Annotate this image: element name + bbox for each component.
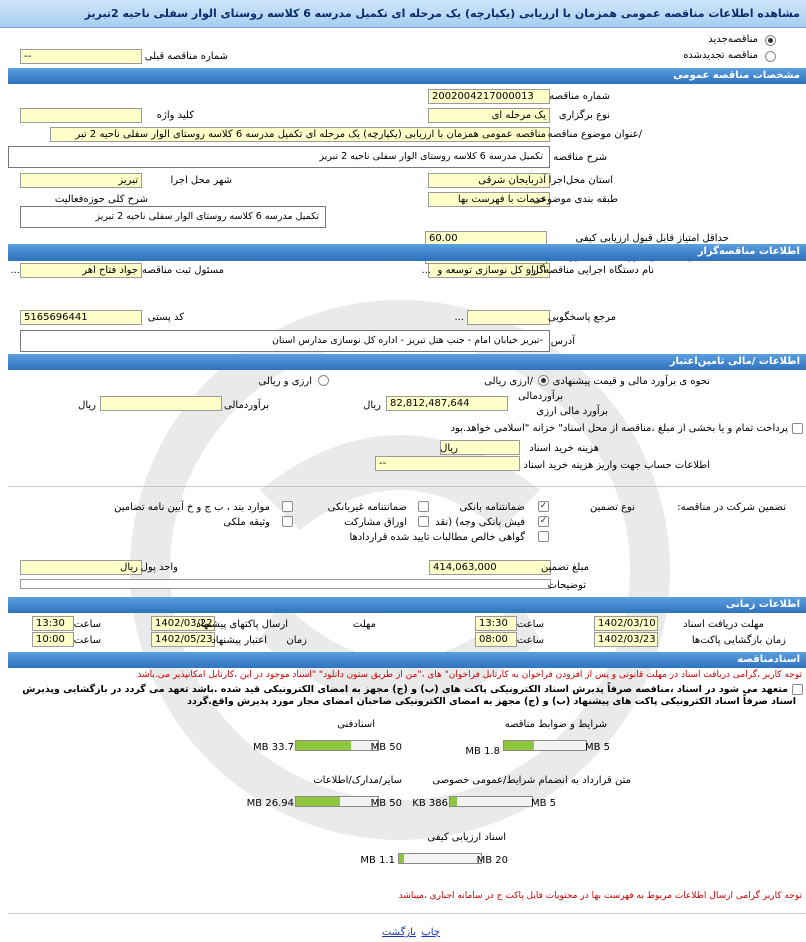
file-bar-fill [296, 797, 340, 806]
file-max-other: 50 MB [370, 798, 402, 809]
tender-number-field[interactable]: 2002004217000013 [428, 89, 550, 104]
scope-field[interactable]: تکمیل مدرسه 6 کلاسه روستای الوار سفلی ناحیه 2 تبریز [20, 206, 326, 228]
fx-estimate-currency: ریال [78, 400, 96, 411]
responsible-more[interactable]: ... [10, 265, 20, 276]
receive-time-label: ساعت [516, 619, 544, 630]
send-deadline-label: ارسال پاکتهای پیشنهاد [196, 619, 288, 630]
address-label: آدرس [550, 336, 575, 347]
file-bar-contract [449, 796, 533, 807]
previous-tender-field[interactable]: -- [20, 49, 142, 64]
file-size-contract: 386 KB [412, 798, 448, 809]
reference-field[interactable] [467, 310, 550, 325]
file-bar-tech [295, 740, 379, 751]
currency-unit-label: واحد پول [140, 562, 178, 573]
file-max-quality: 20 MB [476, 855, 508, 866]
responsible-label: مسئول ثبت مناقصه [142, 265, 224, 276]
estimate-fx-label: برآورد مالی ارزی [536, 406, 608, 417]
guarantee-label: تضمین شرکت در مناقصه: [677, 502, 786, 513]
treasury-text: پرداخت تمام و یا بخشی از مبلغ ،مناقصه از محل اسناد" خزانه "اسلامی خواهد.بود [450, 423, 788, 434]
file-size-tech: 33.7 MB [253, 742, 294, 753]
estimate-currency: ریال [363, 400, 381, 411]
send-time-field[interactable]: 13:30 [32, 616, 74, 631]
category-field[interactable]: خدمات با فهرست بها [428, 192, 550, 207]
file-size-other: 26.94 MB [246, 798, 294, 809]
bank-receipt-label: فیش بانکی وجه) (نقد [435, 517, 525, 528]
deadline-label: مهلت [352, 619, 376, 630]
file-bar-other [295, 796, 379, 807]
province-field[interactable]: آذربایجان شرقی [428, 173, 550, 188]
guarantee-amount-field[interactable]: 414,063,000 [429, 560, 551, 575]
file-max-contract: 5 MB [530, 798, 556, 809]
category-label: طبقه بندی موضوعی [532, 194, 618, 205]
notice-red: توجه کاربر ،گرامی دریافت اسناد در مهلت قانونی و پس از افزودن فراخوان به کارتابل فراخوان" های ،"من از طریق ستون دانلود" "اسناد موجود در این ،کارتابل امکانپذیر می.باشد [137, 670, 802, 680]
radio-rial-label: /ارزی ریالی [484, 376, 533, 387]
radio-renewed-label: مناقصه تجدیدشده [683, 50, 758, 61]
responsible-field[interactable]: جواد فتاح اهر [20, 263, 142, 278]
file-max-tech: 50 MB [370, 742, 402, 753]
min-quality-score-field[interactable]: 60.00 [425, 231, 547, 246]
section-organizer: اطلاعات مناقصه‌گزار [697, 246, 800, 257]
bank-guarantee-checkbox[interactable]: ✓ [539, 501, 548, 511]
pledge-line-1: متعهد می شود در اسناد ،مناقصه صرفاً پذیرش اسناد الکترونیکی پاکت های (ب) و (ج) مجهز به امضای الکترونیکی قید شده .باشد تعهد می گردد در بازگشایی وپذیرش [22, 684, 788, 695]
bonds-checkbox[interactable] [418, 516, 429, 527]
holding-type-label: نوع برگزاری [558, 110, 610, 121]
postal-code-label: کد پستی [147, 312, 184, 323]
bank-receipt-checkbox[interactable]: ✓ [539, 516, 548, 526]
subject-label: /عنوان موضوع مناقصه [547, 129, 642, 140]
pledge-line-2: اسناد صرفاً اسناد الکترونیکی پاکت های پیشنهاد (ب) و (ج) مجهز به امضای الکترونیکی صاحبان امضای مجاز مورد پذیرش واقع.گردد [187, 696, 796, 707]
file-name-terms: شرایط و ضوابط مناقصه [504, 719, 607, 730]
account-info-label: اطلاعات حساب جهت واریز هزینه خرید اسناد [523, 460, 710, 471]
opening-time-label: ساعت [516, 635, 544, 646]
validity-date-field[interactable]: 1402/05/23 [151, 632, 215, 647]
section-timing: اطلاعات زمانی [725, 599, 800, 610]
section-financial: اطلاعات /مالی تامین‌اعتبار [669, 356, 800, 367]
previous-tender-label: شماره مناقصه قبلی [144, 51, 228, 62]
section-docs: اسنادمناقصه [737, 654, 800, 665]
radio-fx-rial[interactable] [318, 375, 329, 386]
bonds-label: اوراق مشارکت [344, 517, 407, 528]
radio-renewed-tender[interactable] [765, 51, 776, 62]
claims-label: گواهی خالص مطالبات تایید شده قراردادها [349, 532, 525, 543]
back-link[interactable]: بازگشت [381, 927, 416, 938]
city-label: شهر محل اجرا [170, 175, 232, 186]
account-info-field[interactable]: -- [375, 456, 520, 471]
title-bar [0, 0, 806, 28]
nonbank-guarantee-checkbox[interactable] [418, 501, 429, 512]
estimate-value-field[interactable]: 82,812,487,644 [386, 396, 508, 411]
file-bar-quality [398, 853, 482, 864]
estimate-method-label: نحوه ی برآورد مالی و قیمت پیشنهادی [552, 376, 710, 387]
radio-rial[interactable] [538, 375, 549, 386]
pledge-checkbox[interactable] [792, 684, 803, 695]
nonbank-guarantee-label: ضمانتنامه غیربانکی [327, 502, 407, 513]
file-name-quality: اسناد ارزیابی کیفی [427, 832, 506, 843]
file-max-terms: 5 MB [584, 742, 610, 753]
organization-label: نام دستگاه اجرایی مناقصه‌گزار [526, 265, 654, 276]
file-bar-fill [450, 797, 457, 806]
doc-fee-label: هزینه خرید اسناد [529, 443, 599, 454]
notes-field[interactable] [20, 579, 551, 589]
reference-label: مرجع پاسخگویی [547, 312, 616, 323]
treasury-checkbox[interactable] [792, 423, 803, 434]
description-field[interactable]: تکمیل مدرسه 6 کلاسه روستای الوار سفلی ناحیه 2 تبریز [8, 146, 550, 168]
notes-label: توضیحات [547, 580, 586, 591]
city-field[interactable]: تبریز [20, 173, 142, 188]
file-bar-fill [296, 741, 351, 750]
organization-more[interactable]: ... [421, 265, 431, 276]
subject-field[interactable]: مناقصه عمومی همزمان با ارزیابی (یکپارچه) یک مرحله ای تکمیل مدرسه 6 کلاسه روستای الوار سفلی ناحیه 2 تبر [50, 127, 550, 142]
validity-time-field[interactable]: 10:00 [32, 632, 74, 647]
file-size-terms: 1.8 MB [465, 746, 500, 757]
print-link[interactable]: چاپ [421, 927, 440, 938]
bank-guarantee-label: ضمانتنامه بانکی [459, 502, 525, 513]
tender-number-label: شماره مناقصه [549, 91, 610, 102]
regulations-label: موارد بند ، ب ج و خ آیین نامه تضامین [114, 502, 270, 513]
receive-deadline-label: مهلت دریافت اسناد [683, 619, 764, 630]
organization-field[interactable]: اداره کل نوسازی توسعه و [428, 263, 550, 278]
file-name-tech: اسنادفنی [337, 719, 375, 730]
validity-label: اعتبار پیشنهاد [211, 635, 267, 646]
file-size-quality: 1.1 MB [360, 855, 395, 866]
opening-date-field[interactable]: 1402/03/23 [594, 632, 658, 647]
send-time-label: ساعت [73, 619, 101, 630]
description-label: شرح مناقصه [553, 152, 607, 163]
file-bar-terms [503, 740, 587, 751]
opening-time-label-main: زمان بازگشایی پاکت‌ها [691, 635, 786, 646]
radio-fx-rial-label: ارزی و ریالی [258, 376, 312, 387]
opening-time-field[interactable]: 08:00 [475, 632, 517, 647]
postal-code-field[interactable]: 5165696441 [20, 310, 142, 325]
keyword-field[interactable] [20, 108, 142, 123]
holding-type-field[interactable]: یک مرحله ای [428, 108, 550, 123]
claims-checkbox[interactable] [538, 531, 549, 542]
radio-new-label: مناقصه‌جدید [708, 34, 758, 45]
regulations-checkbox[interactable] [282, 501, 293, 512]
doc-fee-currency: ریال [440, 443, 458, 454]
min-quality-score-label: حداقل امتیاز قابل قبول ارزیابی کیفی [575, 233, 729, 244]
currency-unit-field[interactable]: ریال [20, 560, 142, 575]
scope-label: شرح کلی حوزه‌فعالیت [54, 194, 148, 205]
send-date-field[interactable]: 1402/03/22 [151, 616, 215, 631]
validity-time-label: ساعت [73, 635, 101, 646]
reference-more[interactable]: ... [454, 312, 464, 323]
fx-estimate-field[interactable] [100, 396, 222, 411]
guarantee-amount-label: مبلغ تضمین [540, 562, 589, 573]
fx-estimate-label: برآوردمالی [224, 400, 269, 411]
radio-new-tender[interactable] [765, 35, 776, 46]
receive-time-field[interactable]: 13:30 [475, 616, 517, 631]
estimate-rial-label: برآوردمالی [518, 391, 563, 402]
file-name-contract: متن قرارداد به انضمام شرایط/عمومی خصوصی [432, 775, 631, 786]
file-bar-fill [504, 741, 534, 750]
property-label: وثیقه ملکی [223, 517, 270, 528]
address-field[interactable]: -تبریز خیابان امام - جنب هتل تبریز - اداره کل نوسازی مدارس استان [20, 330, 550, 352]
keyword-label: کلید واژه [156, 110, 194, 121]
guarantee-type-label: نوع تضمین [590, 502, 635, 513]
page-title: مشاهده اطلاعات مناقصه عمومی همزمان با ارزیابی (یکپارچه) یک مرحله ای تکمیل مدرسه 6 کلاسه روستای الوار سفلی ناحیه 2تبریز [84, 7, 800, 20]
section-general: مشخصات مناقصه عمومی [8, 68, 806, 84]
file-bar-fill [399, 854, 404, 863]
receive-date-field[interactable]: 1402/03/10 [594, 616, 658, 631]
file-name-other: سایر/مدارک/اطلاعات [313, 775, 402, 786]
property-checkbox[interactable] [282, 516, 293, 527]
province-label: استان محل‌اجرا [548, 175, 613, 186]
zaman-label: زمان [286, 635, 307, 646]
bottom-notice-red: توجه کاربر گرامی ارسال اطلاعات مربوط به فهرست بها در محتویات فایل پاکت ج در سامانه اجباری ،میباشد [398, 891, 802, 901]
